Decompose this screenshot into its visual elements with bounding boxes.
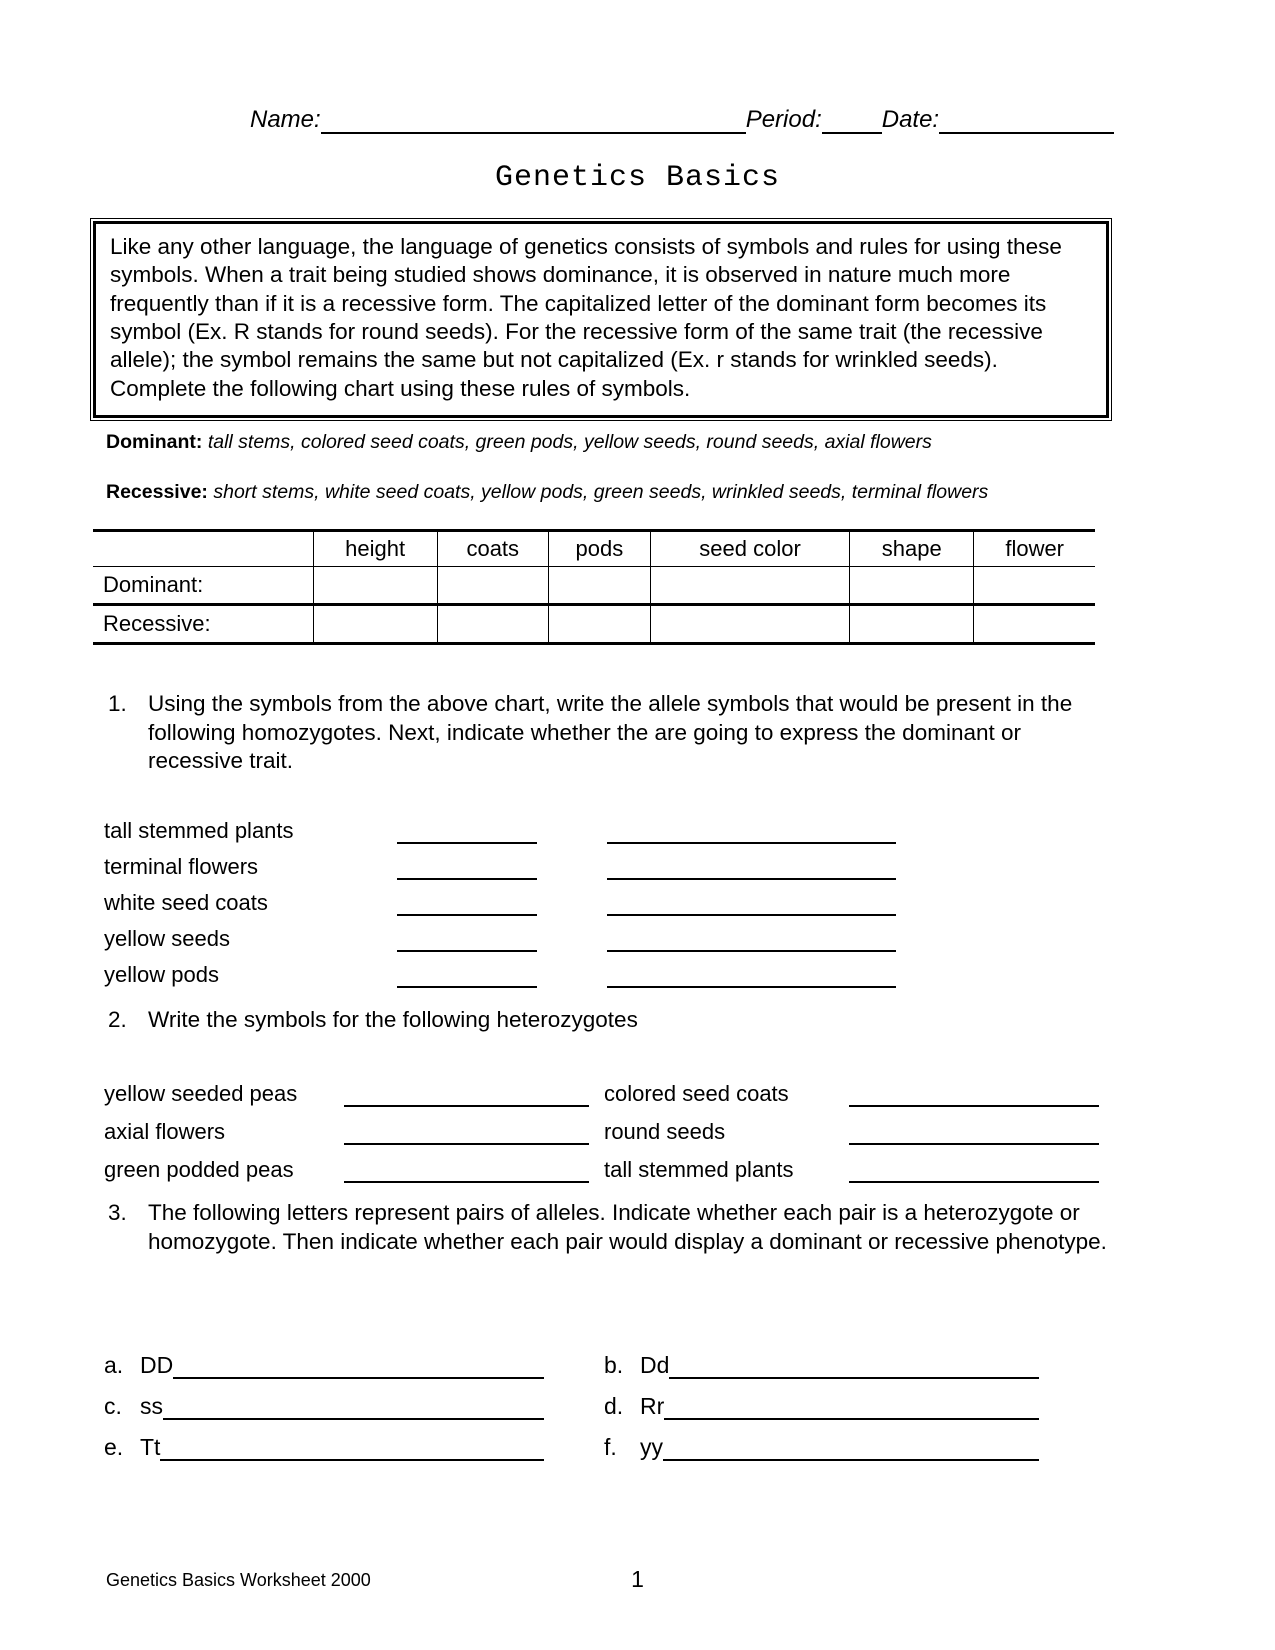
list-item xyxy=(104,1420,1099,1461)
table-corner-cell xyxy=(93,531,313,567)
homozygote-label-yellow-seeds: yellow seeds xyxy=(104,926,230,951)
allele-item-b xyxy=(604,1352,1099,1379)
table-header-coats: coats xyxy=(437,531,548,567)
heterozygote-label-tall-stemmed-plants: tall stemmed plants xyxy=(604,1157,794,1182)
allele-symbol-c: ss xyxy=(140,1393,163,1419)
homozygote-trait-blank-4[interactable] xyxy=(607,928,896,952)
footer-source: Genetics Basics Worksheet 2000 xyxy=(106,1570,371,1590)
recessive-traits-line xyxy=(106,481,988,504)
table-header-row xyxy=(93,531,1095,567)
table-cell-dominant-seed-color[interactable] xyxy=(650,567,849,605)
homozygote-trait-blank-5[interactable] xyxy=(607,964,896,988)
allele-tag-f: f. xyxy=(604,1434,617,1460)
homozygote-symbol-blank-2[interactable] xyxy=(397,856,537,880)
allele-symbol-a: DD xyxy=(140,1352,174,1378)
allele-tag-a: a. xyxy=(104,1352,124,1378)
allele-blank-a[interactable] xyxy=(173,1354,544,1379)
table-header-flower: flower xyxy=(974,531,1095,567)
allele-symbol-f: yy xyxy=(640,1434,663,1460)
allele-tag-d: d. xyxy=(604,1393,624,1419)
allele-item-a xyxy=(104,1352,604,1379)
question-2-number: 2. xyxy=(108,1007,127,1032)
list-item xyxy=(104,880,1004,916)
question-2 xyxy=(108,1006,1098,1035)
table-header-height: height xyxy=(313,531,437,567)
table-header-seed-color: seed color xyxy=(650,531,849,567)
allele-blank-e[interactable] xyxy=(160,1436,544,1461)
allele-symbol-e: Tt xyxy=(140,1434,161,1460)
intro-box xyxy=(90,218,1112,421)
name-label: Name: xyxy=(250,106,321,133)
homozygote-label-white-seed-coats: white seed coats xyxy=(104,890,268,915)
list-item xyxy=(104,1338,1099,1379)
heterozygote-label-yellow-seeded-peas: yellow seeded peas xyxy=(104,1081,298,1106)
question-3 xyxy=(108,1199,1108,1256)
list-item xyxy=(104,1379,1099,1420)
homozygote-symbol-blank-1[interactable] xyxy=(397,820,537,844)
heterozygote-entry-left-1 xyxy=(104,1081,604,1107)
heterozygote-answer-list xyxy=(104,1069,1099,1183)
allele-symbol-b: Dd xyxy=(640,1352,670,1378)
heterozygote-label-green-podded-peas: green podded peas xyxy=(104,1157,294,1182)
homozygote-trait-blank-3[interactable] xyxy=(607,892,896,916)
heterozygote-label-colored-seed-coats: colored seed coats xyxy=(604,1081,789,1106)
question-1-text: Using the symbols from the above chart, write the allele symbols that would be present in the following homozygotes. Next, indicate whether the are going to express the dominant or recessive trait. xyxy=(148,691,1073,774)
question-1-number: 1. xyxy=(108,691,127,716)
question-3-text: The following letters represent pairs of alleles. Indicate whether each pair is a heterozygote or homozygote. Then indicate whether each pair would display a dominant or recessive phenotype. xyxy=(148,1200,1107,1254)
table-header-pods: pods xyxy=(548,531,650,567)
date-blank-field[interactable] xyxy=(939,107,1114,134)
homozygote-symbol-blank-3[interactable] xyxy=(397,892,537,916)
table-cell-recessive-height[interactable] xyxy=(313,605,437,644)
homozygote-answer-list xyxy=(104,808,1004,988)
table-cell-recessive-pods[interactable] xyxy=(548,605,650,644)
list-item xyxy=(104,1107,1099,1145)
table-cell-recessive-flower[interactable] xyxy=(974,605,1095,644)
question-1 xyxy=(108,690,1098,776)
list-item xyxy=(104,952,1004,988)
page-number: 1 xyxy=(631,1566,644,1592)
table-row xyxy=(93,605,1095,644)
list-item xyxy=(104,916,1004,952)
list-item xyxy=(104,1145,1099,1183)
intro-paragraph: Like any other language, the language of genetics consists of symbols and rules for using these symbols. When a trait being studied shows dominance, it is observed in nature much more frequently than if it is a recessive form. The capitalized letter of the dominant form becomes its symbol (Ex. R stands for round seeds). For the recessive form of the same trait (the recessive allele); the symbol remains the same but not capitalized (Ex. r stands for wrinkled seeds). Complete the following chart using these rules of symbols. xyxy=(110,234,1062,401)
heterozygote-blank-right-1[interactable] xyxy=(849,1083,1099,1107)
table-cell-dominant-flower[interactable] xyxy=(974,567,1095,605)
table-cell-dominant-pods[interactable] xyxy=(548,567,650,605)
heterozygote-entry-right-1 xyxy=(604,1081,1099,1107)
table-cell-recessive-shape[interactable] xyxy=(850,605,974,644)
allele-blank-c[interactable] xyxy=(163,1395,544,1420)
heterozygote-blank-left-1[interactable] xyxy=(344,1083,589,1107)
heterozygote-blank-left-3[interactable] xyxy=(344,1159,589,1183)
homozygote-trait-blank-2[interactable] xyxy=(607,856,896,880)
allele-tag-e: e. xyxy=(104,1434,124,1460)
allele-blank-b[interactable] xyxy=(669,1354,1039,1379)
allele-item-d xyxy=(604,1393,1099,1420)
allele-item-e xyxy=(104,1434,604,1461)
heterozygote-entry-right-2 xyxy=(604,1119,1099,1145)
dominant-label: Dominant: xyxy=(106,431,203,453)
list-item xyxy=(104,844,1004,880)
homozygote-symbol-blank-5[interactable] xyxy=(397,964,537,988)
allele-symbol-d: Rr xyxy=(640,1393,665,1419)
allele-item-c xyxy=(104,1393,604,1420)
table-cell-dominant-shape[interactable] xyxy=(850,567,974,605)
heterozygote-entry-left-2 xyxy=(104,1119,604,1145)
allele-pair-list xyxy=(104,1338,1099,1461)
allele-tag-b: b. xyxy=(604,1352,624,1378)
heterozygote-blank-right-3[interactable] xyxy=(849,1159,1099,1183)
heterozygote-entry-left-3 xyxy=(104,1157,604,1183)
table-row-label-recessive: Recessive: xyxy=(93,605,313,644)
heterozygote-entry-right-3 xyxy=(604,1157,1099,1183)
student-info-row xyxy=(250,106,1110,134)
allele-blank-f[interactable] xyxy=(663,1436,1039,1461)
allele-item-f xyxy=(604,1434,1099,1461)
list-item xyxy=(104,1069,1099,1107)
heterozygote-blank-left-2[interactable] xyxy=(344,1121,589,1145)
heterozygote-label-round-seeds: round seeds xyxy=(604,1119,726,1144)
heterozygote-label-axial-flowers: axial flowers xyxy=(104,1119,226,1144)
table-row-label-dominant: Dominant: xyxy=(93,567,313,605)
dominant-values: tall stems, colored seed coats, green pods, yellow seeds, round seeds, axial flowers xyxy=(207,431,932,453)
traits-table xyxy=(93,529,1095,645)
table-row xyxy=(93,567,1095,605)
table-cell-recessive-coats[interactable] xyxy=(437,605,548,644)
table-header-shape: shape xyxy=(850,531,974,567)
allele-tag-c: c. xyxy=(104,1393,122,1419)
list-item xyxy=(104,808,1004,844)
homozygote-trait-blank-1[interactable] xyxy=(607,820,896,844)
period-label: Period: xyxy=(745,106,822,133)
intro-box-inner xyxy=(93,221,1109,418)
homozygote-label-yellow-pods: yellow pods xyxy=(104,962,219,987)
name-blank-field[interactable] xyxy=(321,107,746,134)
date-label: Date: xyxy=(881,106,940,133)
table-cell-dominant-height[interactable] xyxy=(313,567,437,605)
question-2-text: Write the symbols for the following heterozygotes xyxy=(148,1007,638,1032)
homozygote-label-tall-stemmed-plants: tall stemmed plants xyxy=(104,818,294,843)
table-cell-recessive-seed-color[interactable] xyxy=(650,605,849,644)
question-3-number: 3. xyxy=(108,1200,127,1225)
period-blank-field[interactable] xyxy=(822,107,882,134)
homozygote-label-terminal-flowers: terminal flowers xyxy=(104,854,259,879)
dominant-traits-line xyxy=(106,431,932,454)
page-title: Genetics Basics xyxy=(494,161,781,195)
recessive-label: Recessive: xyxy=(106,481,208,503)
allele-blank-d[interactable] xyxy=(664,1395,1039,1420)
recessive-values: short stems, white seed coats, yellow pods, green seeds, wrinkled seeds, terminal flowers xyxy=(213,481,989,503)
heterozygote-blank-right-2[interactable] xyxy=(849,1121,1099,1145)
homozygote-symbol-blank-4[interactable] xyxy=(397,928,537,952)
table-cell-dominant-coats[interactable] xyxy=(437,567,548,605)
